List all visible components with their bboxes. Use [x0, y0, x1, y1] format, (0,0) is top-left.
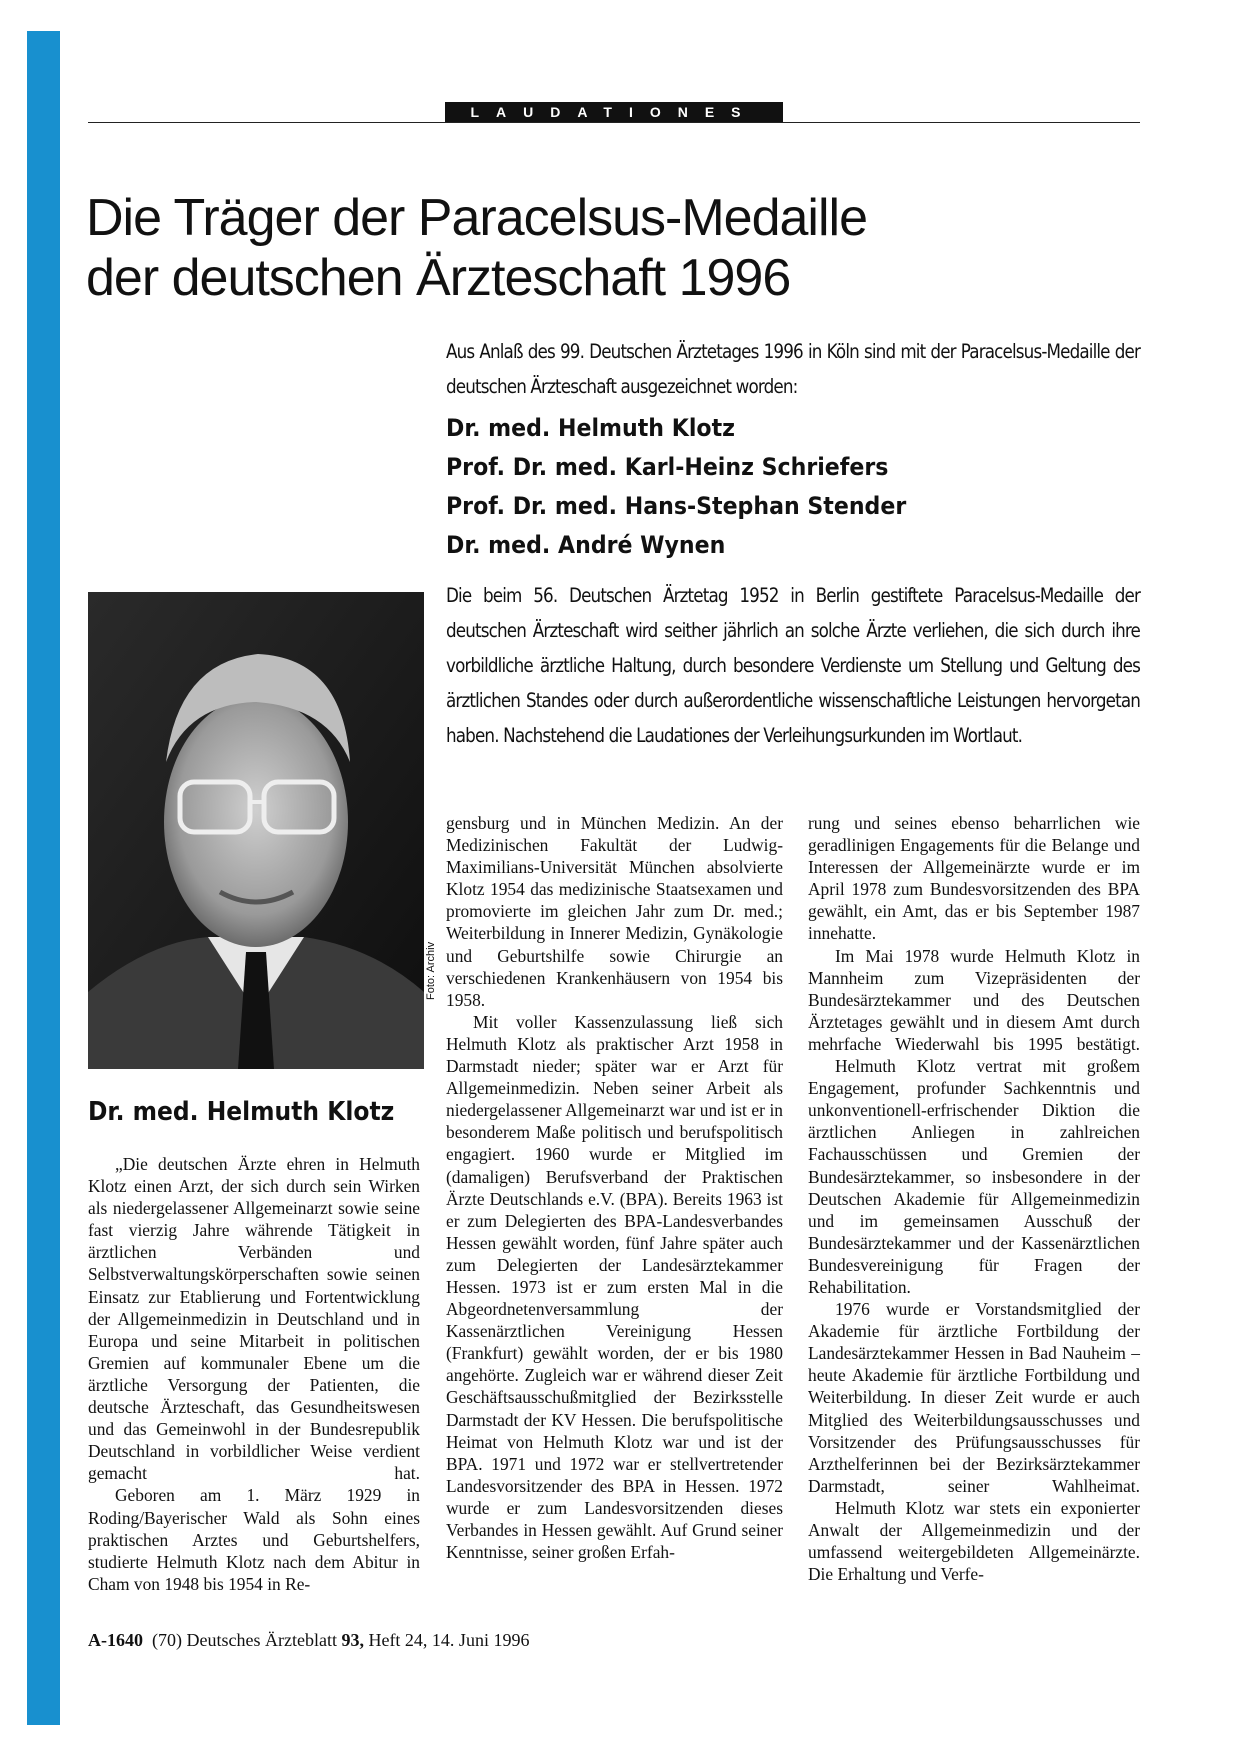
- page-footer: [88, 1630, 529, 1651]
- paragraph: gensburg und in München Medizin. An der Medizinischen Fakultät der Ludwig-Maximilians-Universität München absolvierte Klotz 1954 das medizinische Staatsexamen und promovierte im gleichen Jahr zum Dr. med.; Weiterbildung in Innerer Medizin, Gynäkologie und Geburtshilfe sowie Chirurgie an verschiedenen Krankenhäusern von 1954 bis 1958.: [446, 813, 783, 1010]
- header-rule: [88, 122, 1140, 123]
- title-line-1: Die Träger der Paracelsus-Medaille: [86, 189, 868, 247]
- journal-name: Deutsches Ärzteblatt: [186, 1630, 337, 1650]
- recipient-item: Dr. med. André Wynen: [446, 531, 726, 559]
- paragraph: Helmuth Klotz vertrat mit großem Engagement, profunder Sachkenntnis und unkonventionell-erfrischender Diktion die ärztlichen Anliegen in zahlreichen Fachausschüssen und Gremien der Bundesärztekammer, so insbesondere in der Deutschen Akademie für Allgemeinmedizin und im gemeinsamen Ausschuß der Bundesärztekammer und der Kassenärztlichen Bundesvereinigung für Fragen der Rehabilitation.: [808, 1056, 1140, 1297]
- paragraph: Im Mai 1978 wurde Helmuth Klotz in Mannheim zum Vizepräsidenten der Bundesärztekammer und des Deutschen Ärztetages gewählt und in diesem Amt durch mehrfache Wiederwahl bis 1995 bestätigt.: [808, 945, 1140, 1054]
- paragraph: „Die deutschen Ärzte ehren in Helmuth Klotz einen Arzt, der sich durch sein Wirken als niedergelassener Allgemeinarzt sowie seine fast vierzig Jahre währende Tätigkeit in ärztlichen Verbänden und Selbstverwaltungskörperschaften sowie seinen Einsatz zur Etablierung und Fortentwicklung der Allgemeinmedizin in Deutschland und in Europa und seine Mitarbeit in politischen Gremien auf kommunaler Ebene um die ärztliche Versorgung der Patienten, die deutsche Ärzteschaft, das Gesundheitswesen und das Gemeinwohl in der Bundesrepublik Deutschland in vorbildlicher Weise verdient gemacht hat.: [88, 1154, 420, 1484]
- laudatio-name-heading: Dr. med. Helmuth Klotz: [88, 1097, 395, 1127]
- recipient-item: Prof. Dr. med. Hans-Stephan Stender: [446, 492, 907, 520]
- text-column-2: [446, 812, 783, 1563]
- paragraph: 1976 wurde er Vorstandsmitglied der Akademie für ärztliche Fortbildung der Landesärztekammer Hessen in Bad Nauheim – heute Akademie für ärztliche Fortbildung und Weiterbildung. In dieser Zeit wurde er auch Mitglied des Weiterbildungsausschusses und Vorsitzender des Prüfungsausschusses für Arzthelferinnen bei der Bezirksärztekammer Darmstadt, seiner Wahlheimat.: [808, 1299, 1140, 1496]
- page-code: A-1640: [88, 1630, 143, 1650]
- paragraph: Geboren am 1. März 1929 in Roding/Bayerischer Wald als Sohn eines praktischen Arztes und Geburtshelfers, studierte Helmuth Klotz nach dem Abitur in Cham von 1948 bis 1954 in Re-: [88, 1485, 420, 1594]
- journal-volume: 93,: [341, 1630, 364, 1650]
- paragraph: rung und seines ebenso beharrlichen wie geradlinigen Engagements für die Belange und Interessen der Allgemeinärzte wurde er im April 1978 zum Bundesvorsitzenden des BPA gewählt, ein Amt, das er bis September 1987 innehatte.: [808, 813, 1140, 944]
- recipient-list: [446, 409, 906, 565]
- article-title: [86, 188, 1146, 308]
- section-tag: LAUDATIONES: [445, 102, 783, 122]
- title-line-2: der deutschen Ärzteschaft 1996: [86, 249, 791, 307]
- text-column-1: [88, 1153, 420, 1595]
- paragraph: Helmuth Klotz war stets ein exponierter Anwalt der Allgemeinmedizin und der umfassend weitergebildeten Allgemeinärzte. Die Erhaltung und Verfe-: [808, 1497, 1140, 1585]
- recipient-item: Prof. Dr. med. Karl-Heinz Schriefers: [446, 453, 889, 481]
- intro-text: Aus Anlaß des 99. Deutschen Ärztetages 1996 in Köln sind mit der Paracelsus-Medaille der deutschen Ärzteschaft ausgezeichnet worden:: [446, 340, 1141, 398]
- blue-sidebar-bar: [27, 31, 60, 1725]
- page-number: (70): [152, 1630, 182, 1650]
- text-column-3: [808, 812, 1140, 1585]
- journal-issue: Heft 24, 14. Juni 1996: [368, 1630, 530, 1650]
- portrait-photo: [88, 592, 424, 1069]
- paragraph: Mit voller Kassenzulassung ließ sich Helmuth Klotz als praktischer Arzt 1958 in Darmstadt nieder; später war er Arzt für Allgemeinmedizin. Neben seiner Arbeit als niedergelassener Allgemeinarzt war und ist er in besonderem Maße politisch und berufspolitisch engagiert. 1960 wurde er Mitglied im (damaligen) Berufsverband der Praktischen Ärzte Deutschlands e.V. (BPA). Bereits 1963 ist er zum Delegierten des BPA-Landesverbandes Hessen gewählt worden, fünf Jahre später auch zum Delegierten der Landesärztekammer Hessen. 1973 ist er zum ersten Mal in die Abgeordnetenversammlung der Kassenärztlichen Vereinigung Hessen (Frankfurt) gewählt worden, der er bis 1980 angehörte. Zugleich war er während dieser Zeit Geschäftsausschußmitglied der Bezirksstelle Darmstadt der KV Hessen. Die berufspolitische Heimat von Helmuth Klotz war und ist der BPA. 1971 und 1972 war er stellvertretender Landesvorsitzender des BPA in Hessen. 1972 wurde er zum Landesvorsitzenden dieses Verbandes in Hessen gewählt. Auf Grund seiner Kenntnisse, seiner großen Erfah-: [446, 1011, 783, 1563]
- photo-credit: Foto: Archiv: [425, 941, 437, 1000]
- recipient-item: Dr. med. Helmuth Klotz: [446, 414, 735, 442]
- lead-text: Die beim 56. Deutschen Ärztetag 1952 in Berlin gestiftete Paracelsus-Medaille der deutschen Ärzteschaft wird seither jährlich an solche Ärzte verliehen, die sich durch ihre vorbildliche ärztliche Haltung, durch besondere Verdienste um Stellung und Geltung des ärztlichen Standes oder durch außerordentliche wissenschaftliche Leistungen hervorgetan haben. Nachstehend die Laudationes der Verleihungsurkunden im Wortlaut.: [446, 584, 1141, 747]
